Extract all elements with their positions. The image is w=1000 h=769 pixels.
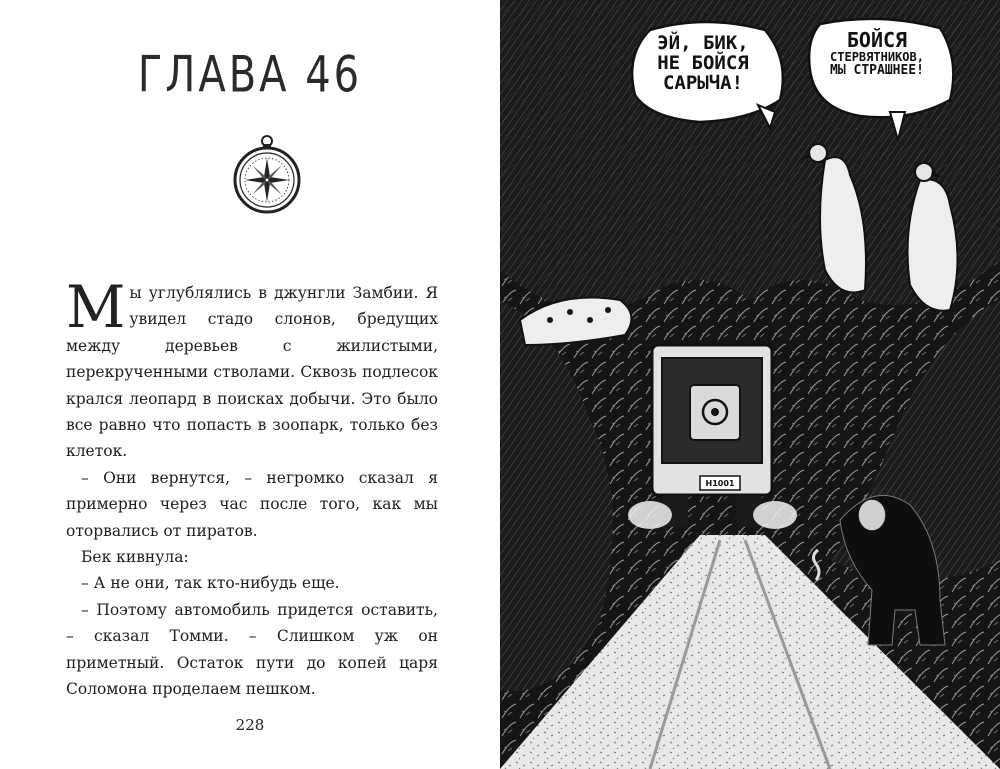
speech-bubble-right-text bbox=[812, 30, 942, 77]
chapter-title: ГЛАВА 46 bbox=[137, 46, 363, 104]
speech-line: БОЙСЯ bbox=[846, 28, 908, 52]
speech-line: МЫ СТРАШНЕЕ! bbox=[830, 62, 924, 78]
paragraph-text: ы углублялись в джунгли Замбии. Я увидел стадо слонов, бредущих между деревьев с жилистыми, перекрученными стволами. Сквозь подлесок крался леопард в поисках добычи. Это было все равно что попасть в зоопарк, только без клеток. bbox=[66, 284, 438, 461]
license-plate: H1001 bbox=[705, 479, 735, 488]
paragraph bbox=[66, 273, 438, 465]
paragraph: Бек кивнула: bbox=[81, 548, 189, 567]
right-page bbox=[500, 0, 1000, 769]
jungle-illustration bbox=[500, 0, 1000, 769]
drop-cap: М bbox=[66, 273, 126, 341]
paragraph: – Они вернутся, – негромко сказал я примерно через час после того, как мы оторвались от пиратов. bbox=[66, 468, 438, 540]
speech-line: НЕ БОЙСЯ bbox=[657, 51, 749, 74]
speech-line: САРЫЧА! bbox=[662, 71, 744, 94]
speech-line: СТЕРВЯТНИКОВ, bbox=[830, 50, 924, 64]
paragraph: – Поэтому автомобиль придется оставить, – сказал Томми. – Слишком уж он приметный. Остаток пути до копей царя Соломона проделаем пешком. bbox=[66, 600, 438, 699]
chapter-text bbox=[66, 273, 438, 703]
speech-bubble-left-text bbox=[638, 34, 768, 94]
compass-icon bbox=[232, 130, 302, 214]
page-number: 228 bbox=[235, 716, 265, 734]
speech-line: ЭЙ, БИК, bbox=[657, 32, 749, 54]
paragraph: – А не они, так кто-нибудь еще. bbox=[81, 574, 340, 593]
